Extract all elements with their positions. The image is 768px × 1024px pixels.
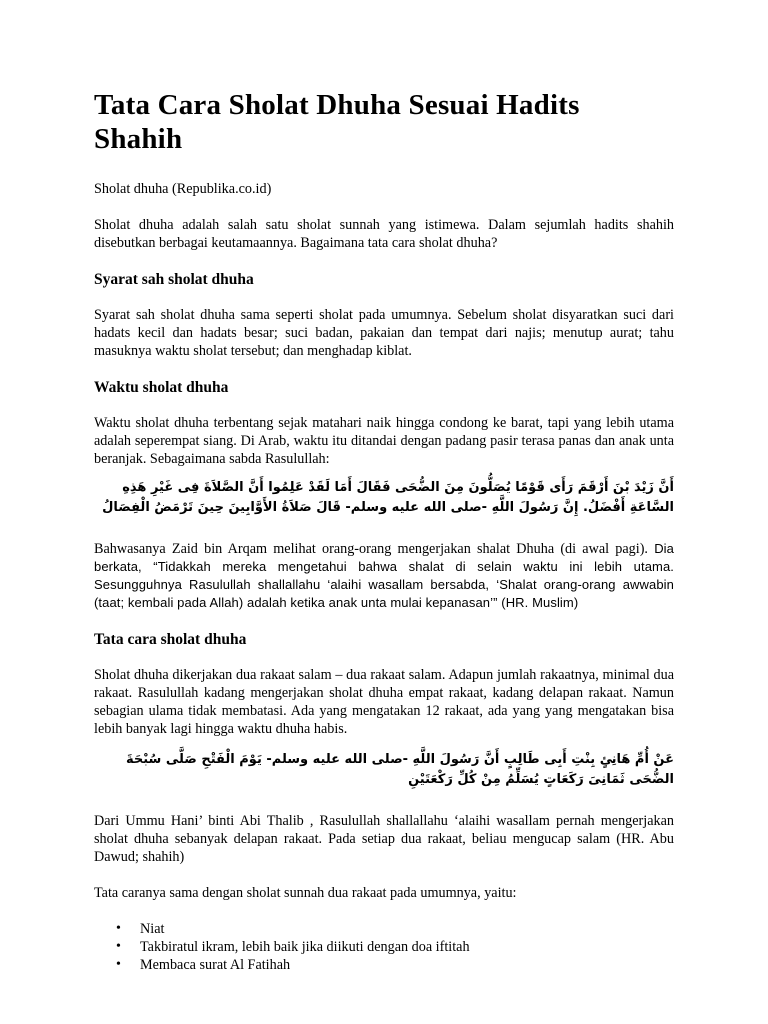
- heading-syarat: Syarat sah sholat dhuha: [94, 271, 254, 288]
- list-item: • Takbiratul ikram, lebih baik jika diikuti dengan doa iftitah: [140, 938, 674, 956]
- translation-waktu: [94, 540, 674, 612]
- heading-tata-cara: Tata cara sholat dhuha: [94, 631, 247, 648]
- image-caption: Sholat dhuha (Republika.co.id): [94, 181, 272, 197]
- translation-waktu-part2: Dia berkata, “Tidakkah mereka mengetahui bahwa shalat di selain waktu ini lebih utama. Sesungguhnya Rasulullah shallallahu ‘alaihi wasallam bersabda, ‘Shalat orang-orang awwabin: [94, 541, 674, 592]
- translation-tata-cara: Dari Ummu Hani’ binti Abi Thalib , Rasulullah shallallahu ‘alaihi wasallam pernah mengerjakan sholat dhuha sebanyak delapan rakaat. Pada setiap dua rakaat, beliau mengucap salam (HR. Abu Dawud; shahih): [94, 813, 674, 865]
- arabic-hadith-tata-cara: عَنْ أُمِّ هَانِئٍ بِنْتِ أَبِى طَالِبٍ أَنَّ رَسُولَ اللَّهِ -صلى الله عليه وسلم- يَوْمَ الْفَتْحِ صَلَّى سُبْحَةَ الضُّحَى ثَمَانِىَ رَكَعَاتٍ يُسَلِّمُ مِنْ كُلِّ رَكْعَتَيْنِ: [125, 752, 674, 787]
- translation-waktu-part3: (taat; kembali pada Allah) adalah ketika anak unta mulai kepanasan’” (HR. Muslim): [94, 595, 579, 610]
- intro-paragraph: Sholat dhuha adalah salah satu sholat sunnah yang istimewa. Dalam sejumlah hadits shahih disebutkan berbagai keutamaannya. Bagaimana tata cara sholat dhuha?: [94, 217, 674, 251]
- arabic-hadith-waktu: أَنَّ زَيْدَ بْنَ أَرْقَمَ رَأَى قَوْمًا يُصَلُّونَ مِنَ الضُّحَى فَقَالَ أَمَا لَقَدْ عَلِمُوا أَنَّ الصَّلاَةَ فِى غَيْرِ هَذِهِ السَّاعَةِ أَفْضَلُ. إِنَّ رَسُولَ اللَّهِ -صلى الله عليه وسلم- قَالَ صَلاَةُ الأَوَّابِينَ حِينَ تَرْمَضُ الْفِصَالُ: [102, 480, 674, 515]
- paragraph-syarat: Syarat sah sholat dhuha sama seperti sholat pada umumnya. Sebelum sholat disyaratkan suci dari hadats kecil dan hadats besar; suci badan, pakaian dan tempat dari najis; menutup aurat; tahu masuknya waktu sholat tersebut; dan menghadap kiblat.: [94, 307, 674, 359]
- translation-waktu-part1: Bahwasanya Zaid bin Arqam melihat orang-orang mengerjakan shalat Dhuha (di awal pagi).: [94, 541, 648, 557]
- paragraph-tata-cara: Sholat dhuha dikerjakan dua rakaat salam – dua rakaat salam. Adapun jumlah rakaatnya, minimal dua rakaat. Rasulullah kadang mengerjakan sholat dhuha empat rakaat, kadang delapan rakaat. Namun sebagian ulama tidak membatasi. Ada yang mengatakan 12 rakaat, ada yang yang mengatakan bisa lebih banyak lagi hingga waktu dhuha habis.: [94, 667, 674, 737]
- list-item: • Membaca surat Al Fatihah: [140, 956, 674, 974]
- list-item: • Niat: [140, 920, 674, 938]
- steps-list: [94, 920, 674, 974]
- list-intro: Tata caranya sama dengan sholat sunnah dua rakaat pada umumnya, yaitu:: [94, 885, 517, 901]
- page-title: Tata Cara Sholat Dhuha Sesuai Hadits Shahih: [94, 89, 580, 155]
- heading-waktu: Waktu sholat dhuha: [94, 379, 229, 396]
- paragraph-waktu: Waktu sholat dhuha terbentang sejak matahari naik hingga condong ke barat, tapi yang lebih utama adalah seperempat siang. Di Arab, waktu itu ditandai dengan padang pasir terasa panas dan anak unta beranjak. Sebagaimana sabda Rasulullah:: [94, 415, 674, 467]
